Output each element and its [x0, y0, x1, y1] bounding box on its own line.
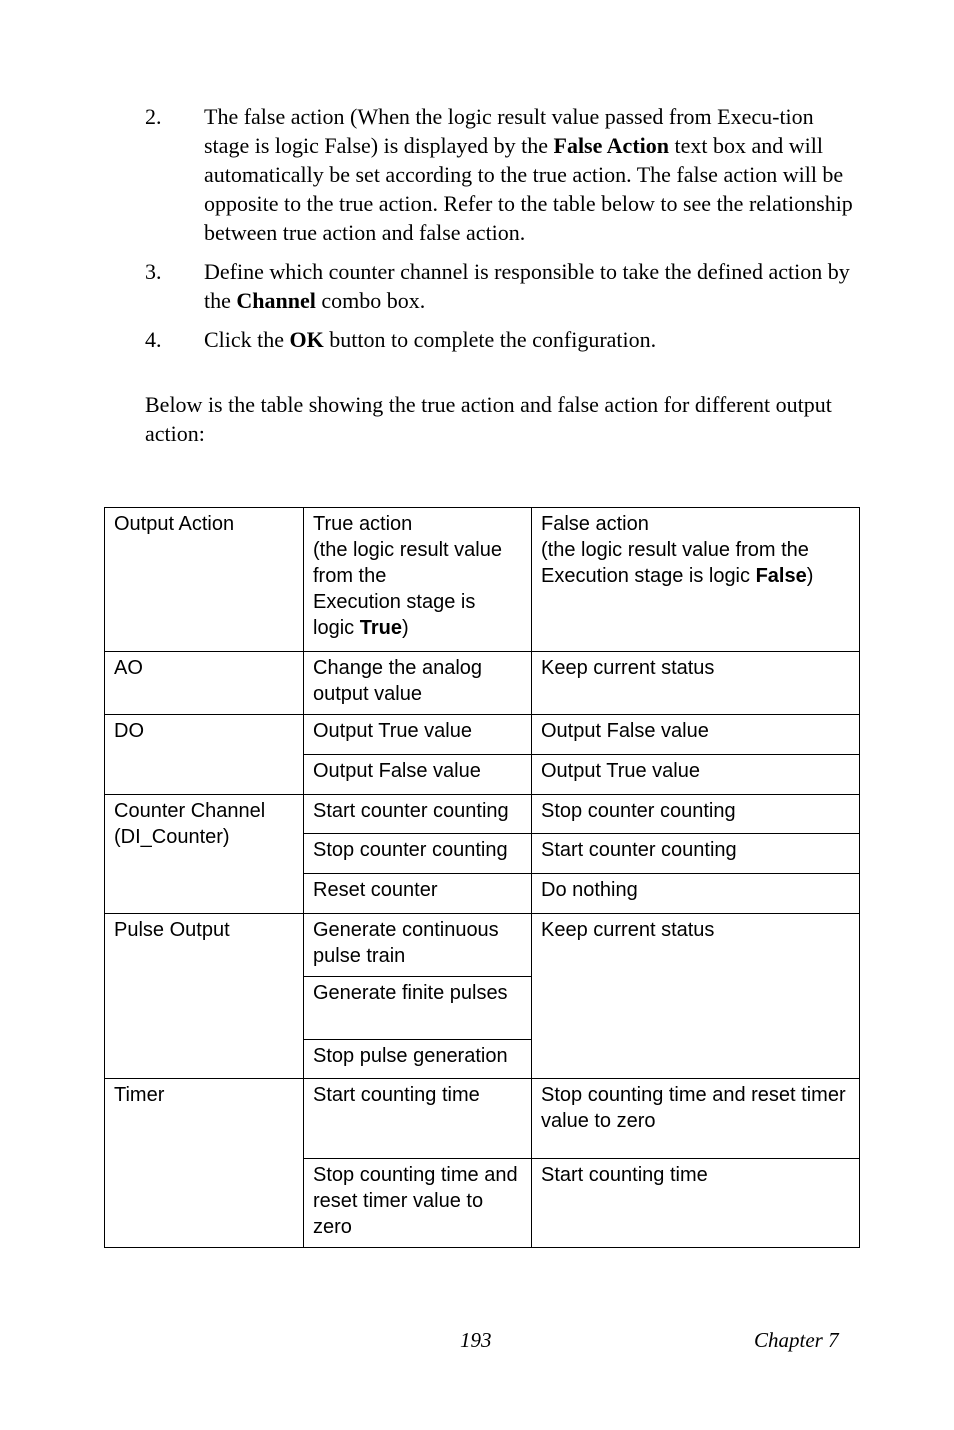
table-row	[105, 1079, 860, 1159]
header-false-action: False action (the logic result value from the Execution stage is logic False)	[532, 508, 860, 652]
true-action-cell: Stop counter counting	[304, 834, 532, 874]
true-action-cell: Generate continuous pulse train	[304, 914, 532, 977]
false-action-cell: Start counting time	[532, 1159, 860, 1248]
true-action-cell: Start counter counting	[304, 795, 532, 834]
false-action-cell: Stop counter counting	[532, 795, 860, 834]
step-number: 4.	[145, 327, 162, 352]
header-output-action: Output Action	[105, 508, 304, 652]
table-header-row	[105, 508, 860, 652]
true-action-cell: Stop pulse generation	[304, 1040, 532, 1079]
output-do: DO	[105, 715, 304, 795]
false-action-cell: Keep current status	[532, 914, 860, 1079]
false-action-cell: Do nothing	[532, 874, 860, 914]
list-item	[145, 325, 855, 354]
step-list	[145, 102, 855, 364]
header-true-action: True action (the logic result value from the Execution stage is logic True)	[304, 508, 532, 652]
false-action-cell: Output True value	[532, 755, 860, 795]
output-counter-channel: Counter Channel (DI_Counter)	[105, 795, 304, 914]
step-number: 2.	[145, 104, 162, 129]
false-action-cell: Keep current status	[532, 652, 860, 715]
page-number: 193	[460, 1328, 492, 1352]
true-action-cell: Start counting time	[304, 1079, 532, 1159]
step-text: Define which counter channel is responsible to take the defined action by the Channel combo box.	[204, 259, 850, 313]
step-text: Click the OK button to complete the configuration.	[204, 327, 657, 352]
step-text: The false action (When the logic result value passed from Execu-tion stage is logic False) is displayed by the False Action text box and will automatically be set according to the true action. The false action will be opposite to the true action. Refer to the table below to see the relationship between true action and false action.	[204, 104, 853, 245]
true-action-cell: Reset counter	[304, 874, 532, 914]
false-action-cell: Stop counting time and reset timer value to zero	[532, 1079, 860, 1159]
false-action-term: False Action	[553, 133, 669, 158]
false-action-cell: Output False value	[532, 715, 860, 755]
true-action-cell: Output True value	[304, 715, 532, 755]
action-table	[104, 507, 860, 1248]
table-row	[105, 715, 860, 755]
list-item	[145, 257, 855, 315]
false-action-cell: Start counter counting	[532, 834, 860, 874]
true-action-cell: Output False value	[304, 755, 532, 795]
output-ao: AO	[105, 652, 304, 715]
output-pulse-output: Pulse Output	[105, 914, 304, 1079]
output-timer: Timer	[105, 1079, 304, 1248]
true-action-cell: Change the analog output value	[304, 652, 532, 715]
true-action-cell: Stop counting time and reset timer value to zero	[304, 1159, 532, 1248]
table-row	[105, 652, 860, 715]
true-action-cell: Generate finite pulses	[304, 977, 532, 1040]
ok-term: OK	[289, 327, 324, 352]
step-number: 3.	[145, 259, 162, 284]
table-row	[105, 914, 860, 977]
list-item	[145, 102, 855, 247]
table-row	[105, 795, 860, 834]
channel-term: Channel	[236, 288, 316, 313]
chapter-label: Chapter 7	[754, 1328, 839, 1352]
intro-paragraph: Below is the table showing the true action and false action for different output action:	[145, 392, 832, 446]
